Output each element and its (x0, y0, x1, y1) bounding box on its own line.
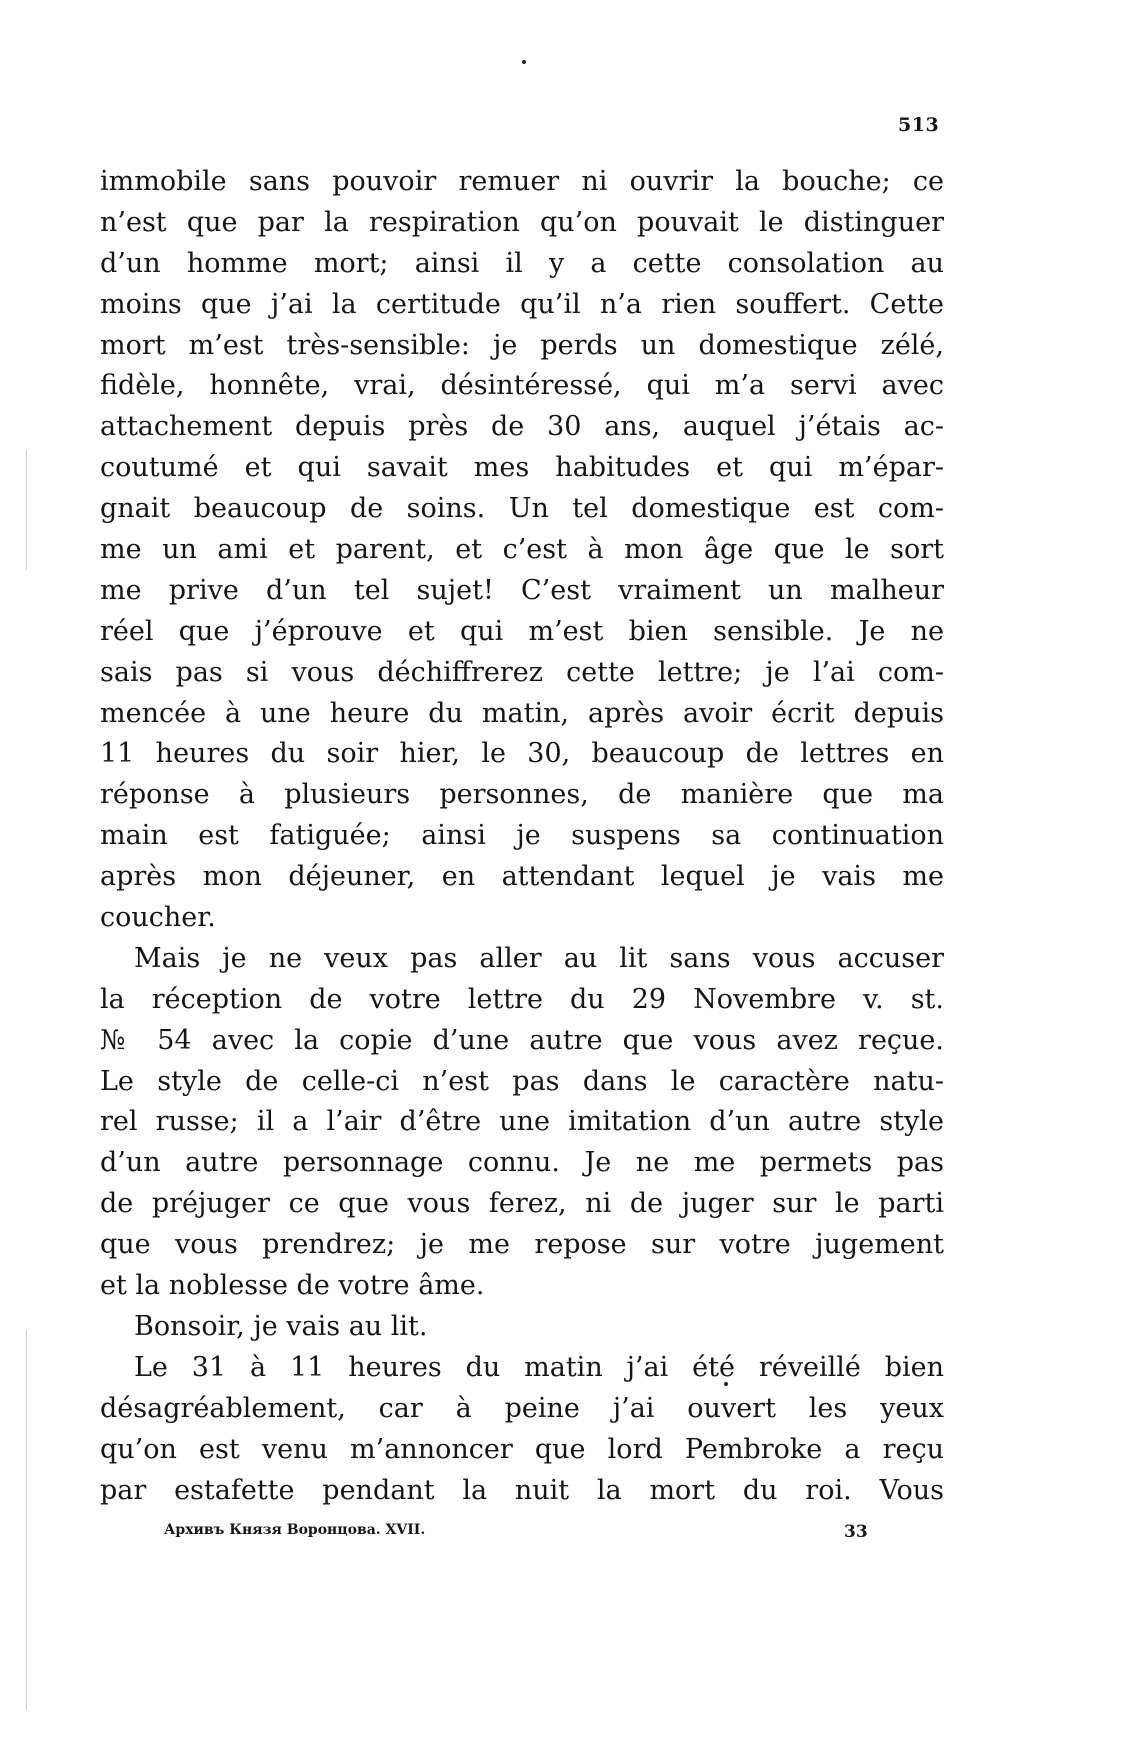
text-line: la réception de votre lettre du 29 Novembre v. st. (100, 983, 944, 1015)
ink-speck (522, 60, 526, 64)
footer-signature: Архивъ Князя Воронцова. XVII. (164, 1522, 426, 1538)
text-line: d’un homme mort; ainsi il y a cette consolation au (100, 247, 944, 279)
footer-signature-number: 33 (844, 1522, 868, 1542)
text-line: par estafette pendant la nuit la mort du roi. Vous (100, 1474, 944, 1506)
text-line: immobile sans pouvoir remuer ni ouvrir la bouche; ce (100, 166, 944, 197)
text-line: coutumé et qui savait mes habitudes et qui m’épar- (100, 452, 944, 484)
text-line: № 54 avec la copie d’une autre que vous avez reçue. (100, 1024, 944, 1056)
text-line: attachement depuis près de 30 ans, auquel j’étais ac- (100, 411, 944, 443)
page-edge-line (26, 1330, 27, 1710)
text-line: coucher. (100, 902, 216, 934)
text-line: sais pas si vous déchiffrerez cette lettre; je l’ai com- (100, 656, 944, 688)
body-text (100, 162, 944, 1511)
text-line: me un ami et parent, et c’est à mon âge que le sort (100, 534, 944, 566)
text-line: et la noblesse de votre âme. (100, 1270, 485, 1302)
text-line: main est fatiguée; ainsi je suspens sa continuation (100, 820, 944, 852)
text-line: après mon déjeuner, en attendant lequel je vais me (100, 861, 944, 893)
paragraph-first-line: Bonsoir, je vais au lit. (134, 1310, 428, 1342)
text-line: mencée à une heure du matin, après avoir écrit depuis (100, 697, 944, 729)
paragraph-first-line: Le 31 à 11 heures du matin j’ai été réveillé bien (134, 1351, 944, 1383)
text-line: réponse à plusieurs personnes, de manière que ma (100, 779, 944, 811)
text-line: Le style de celle-ci n’est pas dans le caractère natu- (100, 1065, 944, 1097)
page-edge-line (26, 450, 27, 570)
text-line: de préjuger ce que vous ferez, ni de juger sur le parti (100, 1188, 944, 1220)
text-line: 11 heures du soir hier, le 30, beaucoup de lettres en (100, 738, 944, 770)
text-line: désagréablement, car à peine j’ai ouvert les yeux (100, 1392, 944, 1424)
text-line: qu’on est venu m’annoncer que lord Pembroke a reçu (100, 1433, 944, 1465)
footer-signature-line (164, 1522, 884, 1542)
text-line: gnait beaucoup de soins. Un tel domestique est com- (100, 493, 944, 525)
text-line: moins que j’ai la certitude qu’il n’a rien souffert. Cette (100, 288, 944, 320)
paragraph-first-line: Mais je ne veux pas aller au lit sans vous accuser (134, 942, 944, 974)
text-line: me prive d’un tel sujet! C’est vraiment un malheur (100, 574, 944, 606)
text-line: rel russe; il a l’air d’être une imitation d’un autre style (100, 1106, 944, 1138)
text-line: fidèle, honnête, vrai, désintéressé, qui m’a servi avec (100, 370, 944, 402)
text-line: mort m’est très-sensible: je perds un domestique zélé, (100, 329, 944, 361)
text-line: n’est que par la respiration qu’on pouvait le distinguer (100, 206, 944, 238)
page-number: 513 (898, 114, 940, 136)
text-line: que vous prendrez; je me repose sur votre jugement (100, 1229, 944, 1261)
text-line: réel que j’éprouve et qui m’est bien sensible. Je ne (100, 615, 944, 647)
text-line: d’un autre personnage connu. Je ne me permets pas (100, 1147, 944, 1179)
